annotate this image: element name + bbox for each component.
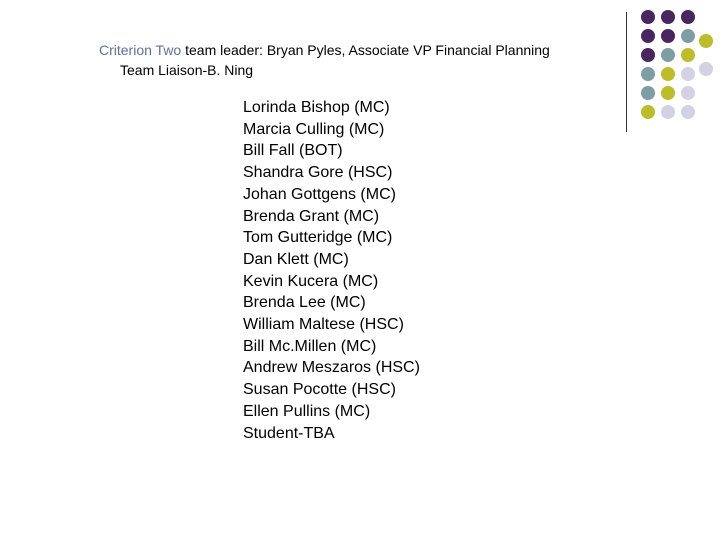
decorative-dot [641, 10, 655, 24]
team-member: Brenda Grant (MC) [243, 207, 380, 225]
decorative-dot [661, 48, 675, 62]
decorative-dot [661, 29, 675, 43]
decorative-dot [661, 10, 675, 24]
decorative-dot [661, 105, 675, 119]
team-member: Andrew Meszaros (HSC) [243, 359, 420, 377]
decorative-dot [661, 86, 675, 100]
team-member: Brenda Lee (MC) [243, 294, 366, 312]
decorative-dot [681, 105, 695, 119]
liaison-line: Team Liaison-B. Ning [120, 62, 254, 78]
team-member: Shandra Gore (HSC) [243, 164, 393, 182]
decorative-dot [699, 34, 713, 48]
decorative-dot [641, 86, 655, 100]
slide-header [99, 40, 550, 80]
decorative-dot [699, 62, 713, 76]
team-member: Bill Mc.Millen (MC) [243, 337, 377, 355]
decorative-dot [681, 10, 695, 24]
team-member: Ellen Pullins (MC) [243, 402, 371, 420]
decorative-dot [661, 67, 675, 81]
header-line-1 [99, 40, 550, 60]
team-member: Johan Gottgens (MC) [243, 185, 396, 203]
team-member-list [243, 97, 420, 444]
team-member: Susan Pocotte (HSC) [243, 381, 396, 399]
decorative-dot [681, 48, 695, 62]
decorative-dot [641, 29, 655, 43]
team-member: Dan Klett (MC) [243, 250, 349, 268]
leader-text: team leader: Bryan Pyles, Associate VP Financial Planning [181, 42, 550, 58]
decorative-dot [641, 105, 655, 119]
decorative-dot [641, 48, 655, 62]
decorative-dot [681, 86, 695, 100]
criterion-label: Criterion Two [99, 42, 182, 58]
decorative-divider-line [626, 12, 627, 132]
decorative-dot [641, 67, 655, 81]
team-member: Student-TBA [243, 424, 335, 442]
decorative-dot [681, 67, 695, 81]
team-member: Kevin Kucera (MC) [243, 272, 379, 290]
team-member: Lorinda Bishop (MC) [243, 99, 390, 116]
team-member: Marcia Culling (MC) [243, 120, 385, 138]
team-member: Bill Fall (BOT) [243, 142, 343, 160]
decorative-dot [681, 29, 695, 43]
team-member: William Maltese (HSC) [243, 316, 404, 334]
team-member: Tom Gutteridge (MC) [243, 229, 393, 247]
